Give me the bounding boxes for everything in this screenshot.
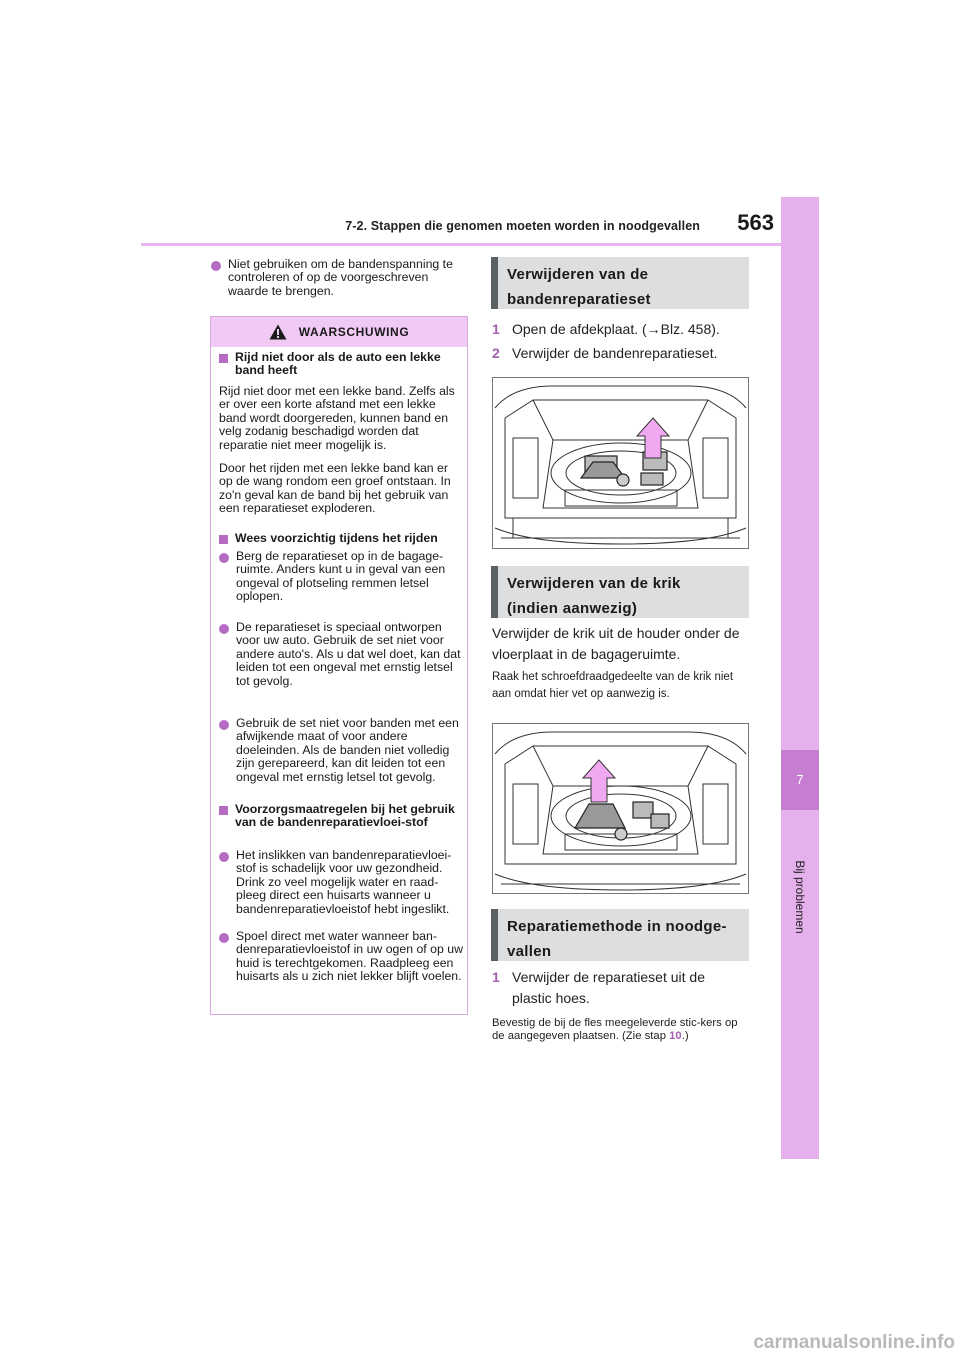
warning-title: WAARSCHUWING xyxy=(298,325,410,339)
intro-bullet xyxy=(211,258,467,298)
step-number: 2 xyxy=(492,345,500,361)
heading-3-text: Voorzorgsmaatregelen bij het gebruik van de bandenreparatievloei-stof xyxy=(235,802,455,830)
section-3-line-2: vallen xyxy=(507,943,552,960)
warning-para-1 xyxy=(219,385,463,452)
watermark: carmanualsonline.info xyxy=(753,1332,955,1353)
chapter-number: 7 xyxy=(781,750,819,810)
square-bullet-icon xyxy=(219,354,228,363)
step-reference[interactable]: 10 xyxy=(669,1029,682,1042)
step-number: 1 xyxy=(492,969,500,985)
warning-bullet-2 xyxy=(219,621,463,688)
sticker-note-end: .) xyxy=(681,1029,689,1042)
bullet-icon xyxy=(219,933,229,943)
bullet-3-text: Gebruik de set niet voor banden met een afwijkende maat of voor andere doeleinden. Als de banden niet volledig zijn gerepareerd, kan dit leiden tot een ongeval met ernstig letsel tot gevolg. xyxy=(236,716,459,784)
bullet-icon xyxy=(219,624,229,634)
bullet-icon xyxy=(219,553,229,563)
header-rule xyxy=(141,243,781,246)
sticker-note xyxy=(492,1017,752,1043)
step-number: 1 xyxy=(492,321,500,337)
chapter-label-wrap xyxy=(781,860,819,940)
heading-2-text: Wees voorzichtig tijdens het rijden xyxy=(235,531,438,545)
warning-para-2 xyxy=(219,462,463,516)
up-arrow-icon xyxy=(583,760,615,802)
section-1-line-2: bandenreparatieset xyxy=(507,291,651,308)
square-bullet-icon xyxy=(219,806,228,815)
warning-heading-3 xyxy=(219,803,463,830)
remove-jack-paragraph: Verwijder de krik uit de houder onder de vloerplaat in de bagageruimte. xyxy=(492,625,740,662)
chapter-side-tab xyxy=(781,197,819,1159)
warning-header xyxy=(211,317,467,347)
section-heading-emergency-repair xyxy=(491,909,749,961)
chapter-label: Bij problemen xyxy=(793,860,807,934)
warning-bullet-3 xyxy=(219,717,463,784)
trunk-illustration-repair-kit xyxy=(492,377,749,549)
warning-box xyxy=(210,316,468,1015)
section-heading-removal-kit xyxy=(491,257,749,309)
page-number: 563 xyxy=(737,210,774,235)
square-bullet-icon xyxy=(219,535,228,544)
heading-1-text: Rijd niet door als de auto een lekke band heeft xyxy=(235,350,441,378)
bullet-icon xyxy=(219,720,229,730)
trunk-illustration-jack xyxy=(492,723,749,894)
warning-heading-2 xyxy=(219,532,463,545)
section-2-line-1: Verwijderen van de krik xyxy=(507,575,681,592)
step-text: Open de afdekplaat. (→Blz. 458). xyxy=(512,321,720,337)
bullet-1-text: Berg de reparatieset op in de bagage-ruimte. Anders kunt u in geval van een ongeval of plotseling remmen letsel oplopen. xyxy=(236,549,446,604)
warning-bullet-5 xyxy=(219,930,463,984)
bullet-5-text: Spoel direct met water wanneer ban-denreparatievloeistof in uw ogen of op uw huid is terechtgekomen. Raadpleeg een huisarts als u zich niet lekker blijft voelen. xyxy=(236,929,463,984)
bullet-2-text: De reparatieset is speciaal ontworpen voor uw auto. Gebruik de set niet voor andere auto's. Als u dat wel doet, kan dat leiden tot een ongeval met ernstig letsel tot gevolg. xyxy=(236,620,461,688)
bullet-icon xyxy=(211,261,221,271)
section-title: 7-2. Stappen die genomen moeten worden in noodgevallen xyxy=(345,219,700,233)
grease-note: Raak het schroefdraadgedeelte van de krik niet aan omdat hier vet op aanwezig is. xyxy=(492,671,734,700)
section-heading-remove-jack xyxy=(491,566,749,618)
bullet-icon xyxy=(219,852,229,862)
sticker-note-text: Bevestig de bij de fles meegeleverde stic-kers op de aangegeven plaatsen. (Zie stap xyxy=(492,1017,738,1042)
warning-bullet-4 xyxy=(219,849,463,916)
trunk-drawing xyxy=(493,378,748,548)
step-open-cover xyxy=(492,319,720,340)
trunk-drawing-jack xyxy=(493,724,748,893)
intro-bullet-text: Niet gebruiken om de bandenspanning te controleren of op de voorgeschreven waarde te brengen. xyxy=(228,257,453,298)
para-1-text: Rijd niet door met een lekke band. Zelfs als er over een korte afstand met een lekke band wordt doorgereden, kunnen band en velg zodanig beschadigd worden dat reparatie niet meer mogelijk is. xyxy=(219,384,455,452)
section-2-line-2: (indien aanwezig) xyxy=(507,600,638,617)
step-text: Verwijder de bandenreparatieset. xyxy=(512,345,718,361)
step-remove-from-bag xyxy=(492,967,737,1009)
para-2-text: Door het rijden met een lekke band kan er op de wang rondom een groef ontstaan. In zo'n geval kan de band bij het gebruik van een reparatieset exploderen. xyxy=(219,461,451,516)
warning-bullet-1 xyxy=(219,550,463,604)
warning-triangle-icon xyxy=(269,324,287,340)
bullet-4-text: Het inslikken van bandenreparatievloei-stof is schadelijk voor uw gezondheid. Drink zo veel mogelijk water en raad-pleeg direct een huisarts wanneer u bandenreparatievloeistof hebt ingeslikt. xyxy=(236,848,452,916)
warning-heading-1 xyxy=(219,351,463,378)
section-3-line-1: Reparatiemethode in noodge- xyxy=(507,918,727,935)
section-1-line-1: Verwijderen van de xyxy=(507,266,649,283)
step-remove-kit xyxy=(492,343,717,364)
step-text: Verwijder de reparatieset uit de plastic hoes. xyxy=(512,969,705,1006)
